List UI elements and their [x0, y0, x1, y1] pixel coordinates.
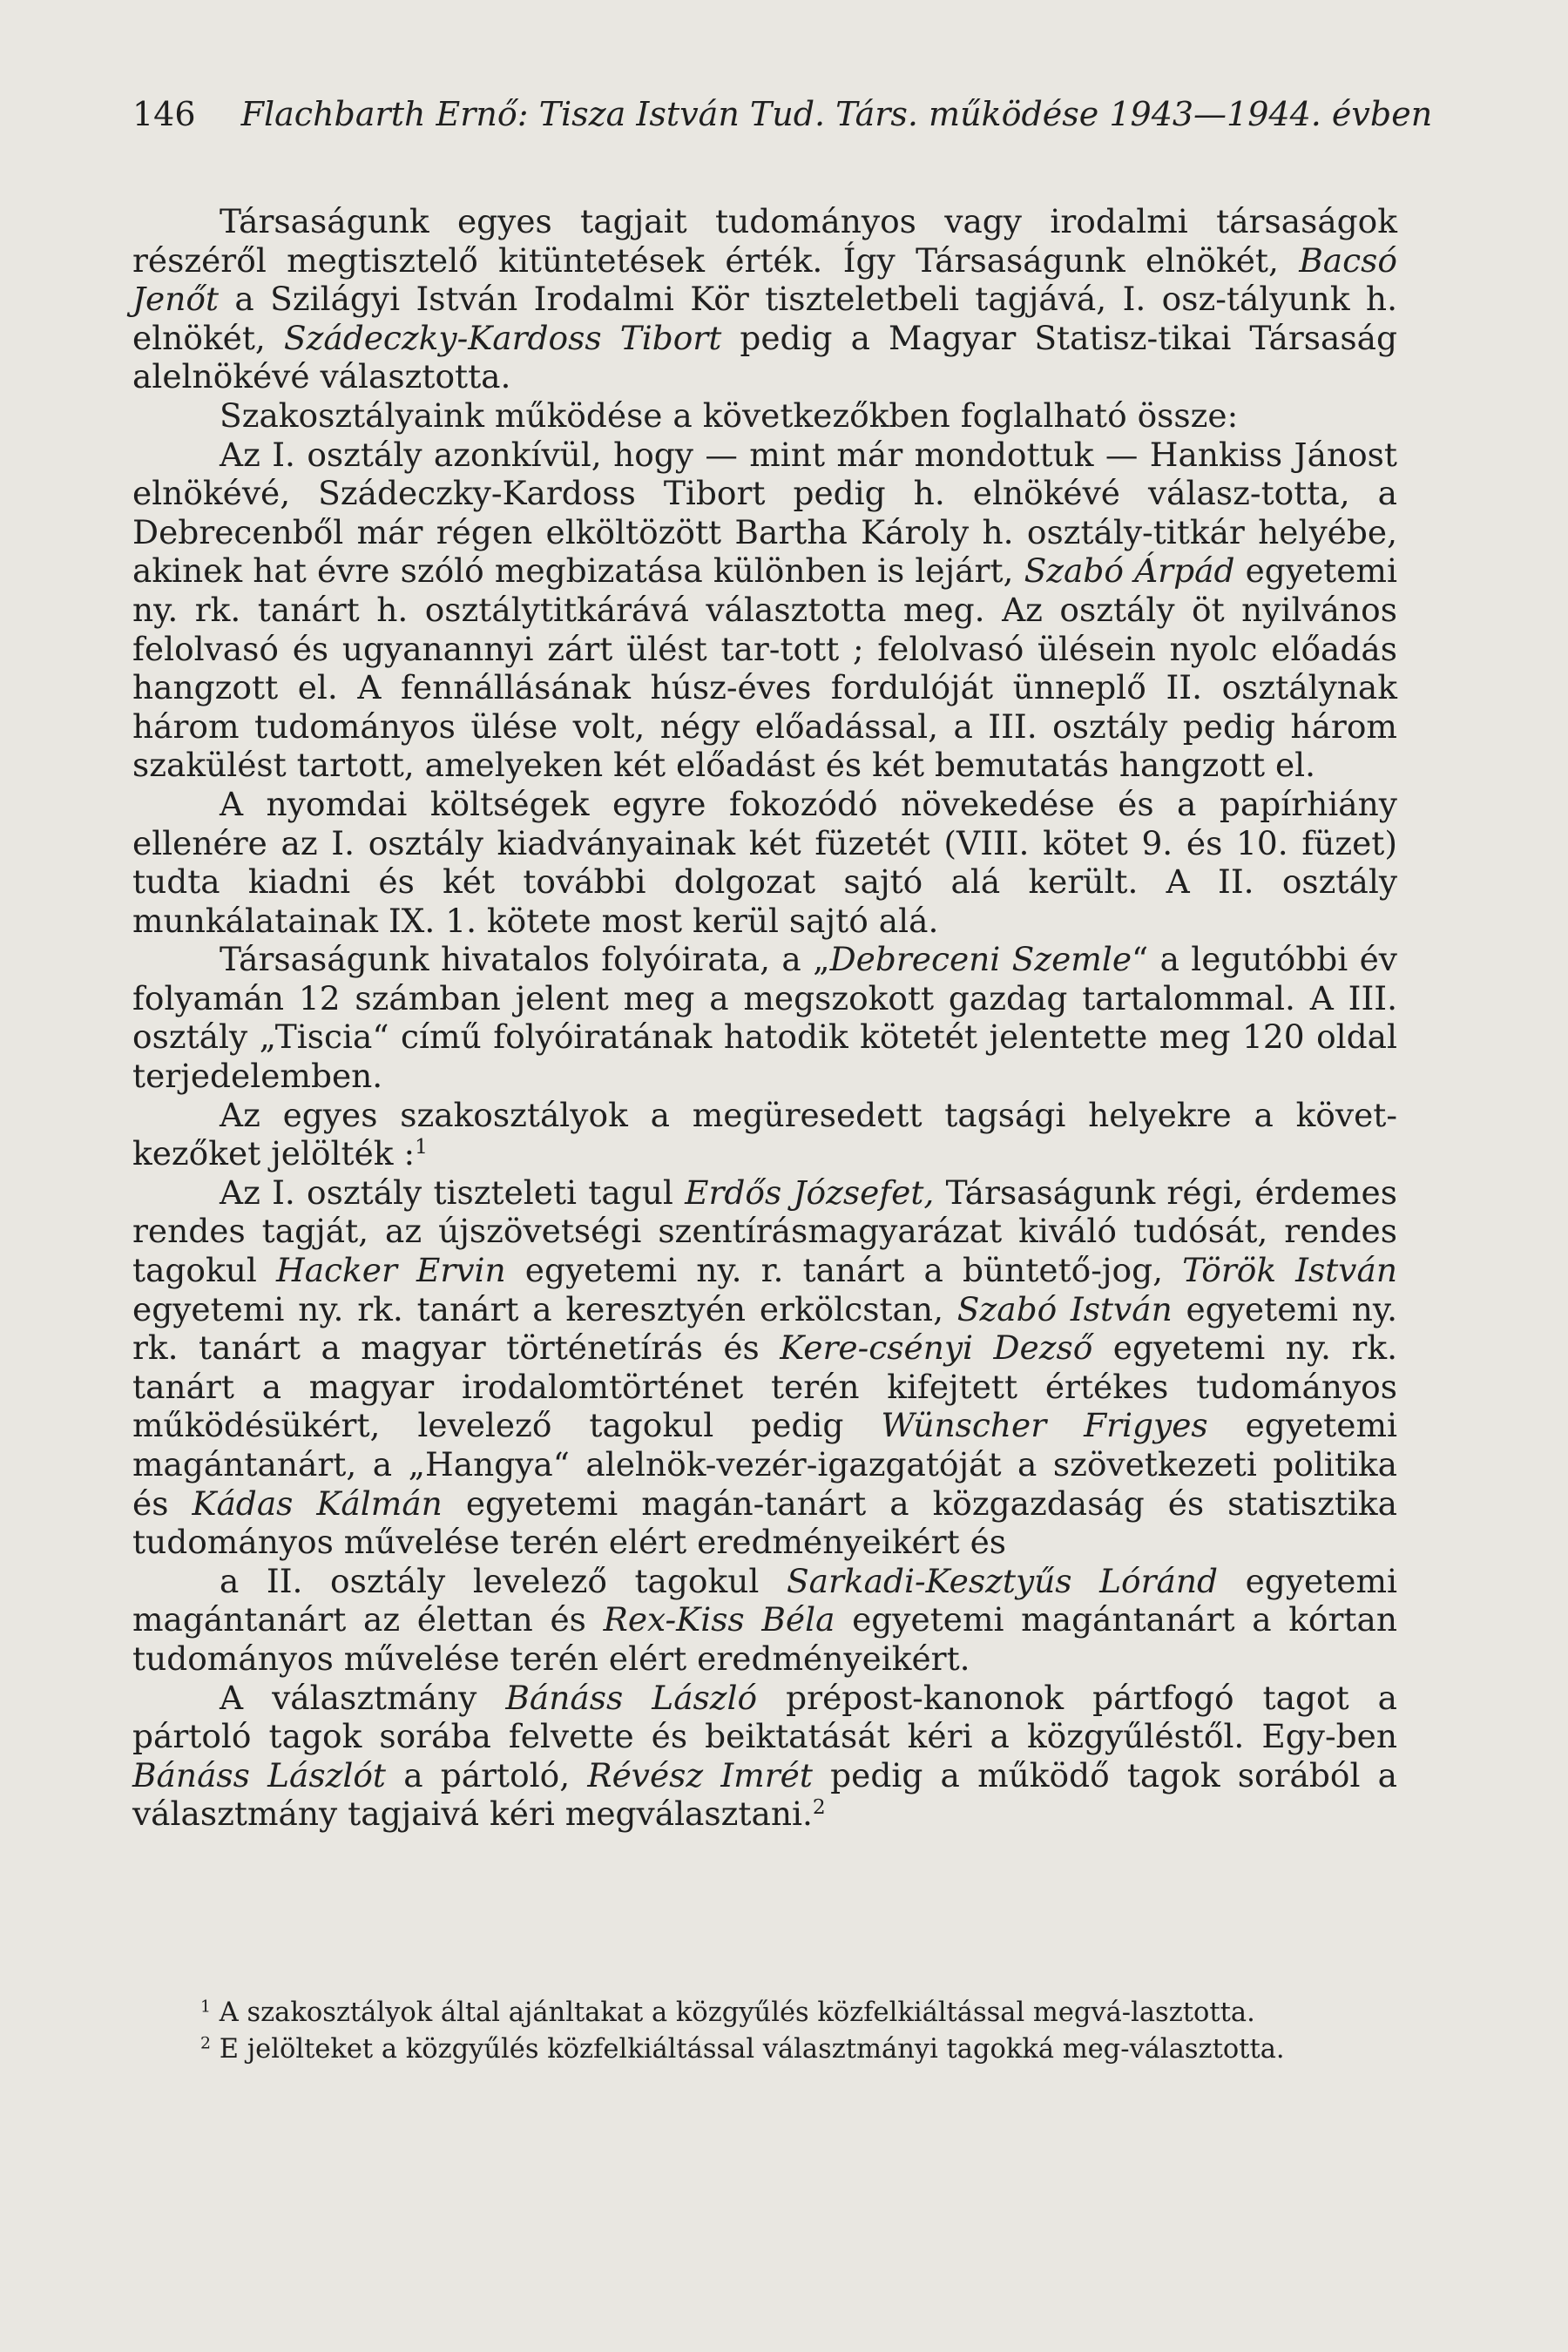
body-text — [132, 202, 1397, 1834]
running-header — [132, 92, 1433, 136]
footnote-1: $^1$ A szakosztályok által ajánltakat a közgyűlés közfelkiáltással megvá-lasztotta. — [200, 1997, 1255, 2028]
paragraph-8: a II. osztály levelező tagokul Sarkadi-Kesztyűs Lóránd egyetemi magántanárt az élettan és Rex-Kiss Béla egyetemi magántanárt a kórtan tudományos művelése terén elért eredményeikért. — [132, 1561, 1398, 1678]
paragraph-2: Szakosztályaink működése a következőkben foglalható össze: — [220, 395, 1239, 435]
name-bacso: Bacsó Jenőt — [132, 240, 1397, 319]
paragraph-5: Társaságunk hivatalos folyóirata, a „Debreceni Szemle“ a legutóbbi év folyamán 12 számban jelent meg a megszokott gazdag tartalommal. A III. osztály „Tiscia“ című folyóiratának hatodik kötetét jelentette meg 120 oldal terjedelemben. — [132, 940, 1397, 1096]
footnotes — [132, 1997, 1397, 2070]
page-number: 146 — [132, 95, 196, 133]
footnote-ref-1: 1 — [415, 1135, 428, 1159]
paragraph-4: A nyomdai költségek egyre fokozódó növekedése és a papírhiány ellenére az I. osztály kiadványainak két füzetét (VIII. kötet 9. és 10. füzet) tudta kiadni és két további dolgozat sajtó alá került. A II. osztály munkálatainak IX. 1. kötete most kerül sajtó alá. — [132, 784, 1397, 940]
paragraph-3: Az I. osztály azonkívül, hogy — mint már mondottuk — Hankiss Jánost elnökévé, Szádeczky-Kardoss Tibort pedig h. elnökévé válasz-totta, a Debrecenből már régen elköltözött Bartha Károly h. osztály-titkár helyébe, akinek hat évre szóló megbizatása különben is lejárt, Szabó Árpád egyetemi ny. rk. tanárt h. osztálytitkárává választotta meg. Az osztály öt nyilvános felolvasó és ugyanannyi zárt ülést tar-tott ; felolvasó ülésein nyolc előadás hangzott el. A fennállásának húsz-éves fordulóját ünneplő II. osztálynak három tudományos ülése volt, négy előadással, a III. osztály pedig három szakülést tartott, amelyeken két előadást és két bemutatás hangzott el. — [132, 435, 1397, 785]
name-szabo-arpad: Szabó Árpád — [1024, 551, 1235, 591]
paragraph-9: A választmány Bánáss László prépost-kanonok pártfogó tagot a pártoló tagok sorába felvette és beiktatását kéri a közgyűléstől. Egy-ben Bánáss Lászlót a pártoló, Révész Imrét pedig a működő tagok sorából a választmány tagjaivá kéri megválasztani.$^2$ — [132, 1678, 1398, 1834]
paragraph-6: Az egyes szakosztályok a megüresedett tagsági helyekre a követ-kezőket jelölték :$^1$ — [132, 1095, 1397, 1173]
name-szadeczky: Szádeczky-Kardoss Tibort — [283, 318, 722, 357]
footnote-2: $^2$ E jelölteket a közgyűlés közfelkiáltással választmányi tagokká meg-választotta. — [200, 2033, 1285, 2065]
journal-title: Debreceni Szemle — [829, 940, 1132, 979]
header-title: Flachbarth Ernő: Tisza István Tud. Társ. működése 1943—1944. évben — [240, 95, 1433, 133]
paragraph-7: Az I. osztály tiszteleti tagul Erdős Józsefet, Társaságunk régi, érdemes rendes tagját, az újszövetségi szentírásmagyarázat kiváló tudósát, rendes tagokul Hacker Ervin egyetemi ny. r. tanárt a büntető-jog, Török István egyetemi ny. rk. tanárt a keresztyén erkölcstan, Szabó István egyetemi ny. rk. tanárt a magyar történetírás és Kere-csényi Dezső egyetemi ny. rk. tanárt a magyar irodalomtörténet terén kifejtett értékes tudományos működésükért, levelező tagokul pedig Wünscher Frigyes egyetemi magántanárt, a „Hangya“ alelnök-vezér-igazgatóját a szövetkezeti politika és Kádas Kálmán egyetemi magán-tanárt a közgazdaság és statisztika tudományos művelése terén elért eredményeikért és — [132, 1173, 1398, 1562]
footnote-ref-2: 2 — [812, 1795, 826, 1820]
paragraph-1: Társaságunk egyes tagjait tudományos vagy irodalmi társaságok részéről megtisztelő kitüntetések érték. Így Társaságunk elnökét, Bacsó Jenőt a Szilágyi István Irodalmi Kör tiszteletbeli tagjává, I. osz-tályunk h. elnökét, Szádeczky-Kardoss Tibort pedig a Magyar Statisz-tikai Társaság alelnökévé választotta. — [132, 202, 1398, 396]
